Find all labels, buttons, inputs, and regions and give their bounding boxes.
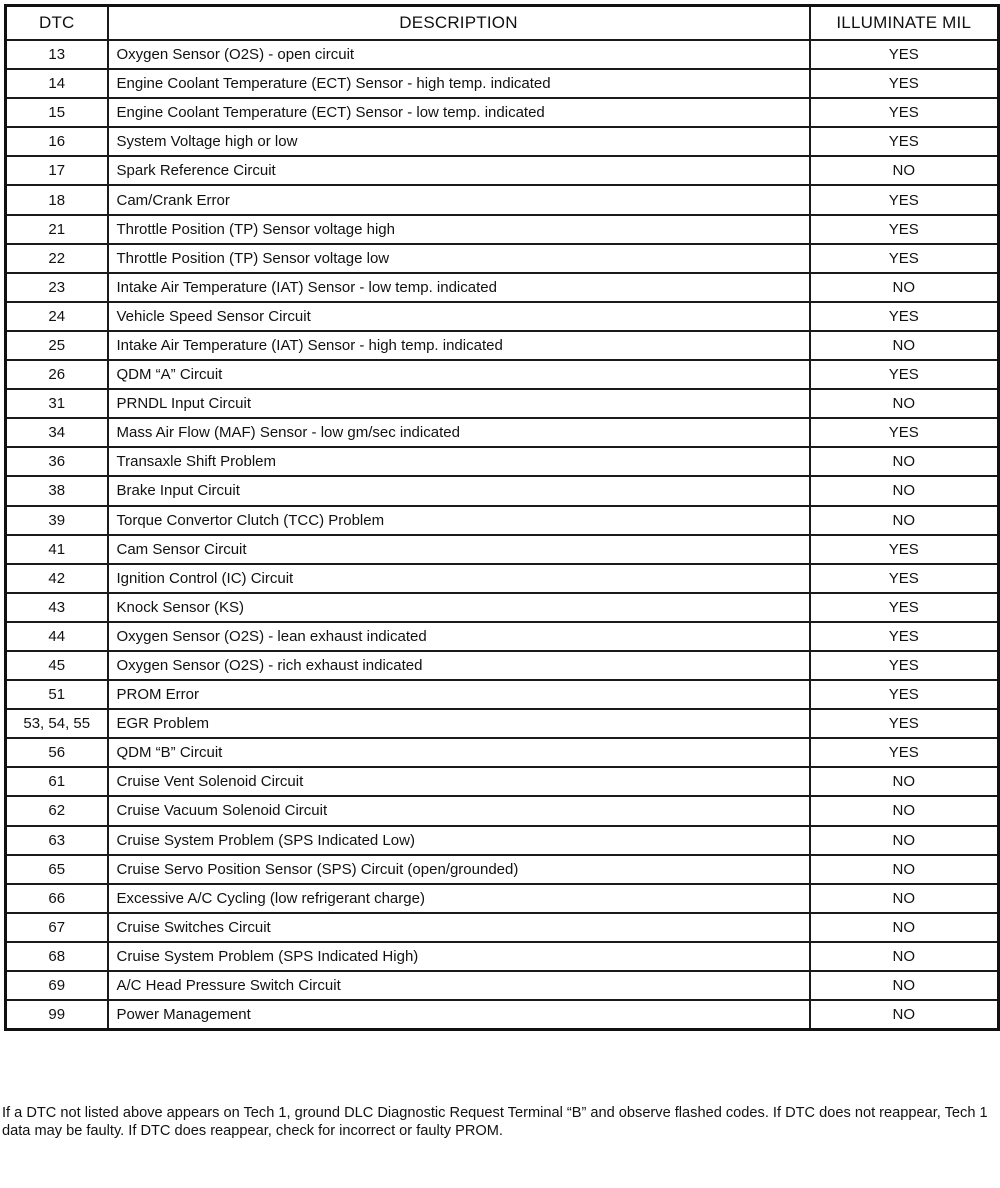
illuminate-mil-cell: NO (810, 826, 999, 855)
table-row (6, 826, 999, 855)
table-row (6, 506, 999, 535)
illuminate-mil-cell: YES (810, 302, 999, 331)
illuminate-mil-cell: NO (810, 796, 999, 825)
dtc-code-cell: 99 (6, 1000, 108, 1030)
dtc-code-cell: 68 (6, 942, 108, 971)
dtc-code-cell: 43 (6, 593, 108, 622)
header-description: DESCRIPTION (108, 6, 810, 41)
table-row (6, 593, 999, 622)
dtc-code-cell: 44 (6, 622, 108, 651)
table-row (6, 942, 999, 971)
table-row (6, 418, 999, 447)
illuminate-mil-cell: NO (810, 447, 999, 476)
dtc-code-cell: 56 (6, 738, 108, 767)
table-row (6, 215, 999, 244)
footer-note: If a DTC not listed above appears on Tech 1, ground DLC Diagnostic Request Terminal “B” and observe flashed codes. If DTC does not reappear, Tech 1 data may be faulty. If DTC does reappear, check for incorrect or faulty PROM. (2, 1105, 988, 1139)
description-cell: Cruise Switches Circuit (108, 913, 810, 942)
description-cell: PRNDL Input Circuit (108, 389, 810, 418)
dtc-code-cell: 65 (6, 855, 108, 884)
table-body (6, 40, 999, 1030)
description-cell: Oxygen Sensor (O2S) - open circuit (108, 40, 810, 69)
table-row (6, 680, 999, 709)
table-row (6, 738, 999, 767)
description-cell: Intake Air Temperature (IAT) Sensor - high temp. indicated (108, 331, 810, 360)
dtc-table (4, 4, 1000, 1031)
description-cell: Mass Air Flow (MAF) Sensor - low gm/sec indicated (108, 418, 810, 447)
table-row (6, 913, 999, 942)
description-cell: Throttle Position (TP) Sensor voltage high (108, 215, 810, 244)
illuminate-mil-cell: YES (810, 535, 999, 564)
description-cell: Vehicle Speed Sensor Circuit (108, 302, 810, 331)
illuminate-mil-cell: YES (810, 709, 999, 738)
table-row (6, 709, 999, 738)
illuminate-mil-cell: YES (810, 680, 999, 709)
illuminate-mil-cell: YES (810, 127, 999, 156)
illuminate-mil-cell: YES (810, 651, 999, 680)
table-row (6, 476, 999, 505)
description-cell: Engine Coolant Temperature (ECT) Sensor - low temp. indicated (108, 98, 810, 127)
dtc-code-cell: 66 (6, 884, 108, 913)
description-cell: Brake Input Circuit (108, 476, 810, 505)
illuminate-mil-cell: YES (810, 244, 999, 273)
table-row (6, 651, 999, 680)
illuminate-mil-cell: NO (810, 855, 999, 884)
description-cell: Oxygen Sensor (O2S) - lean exhaust indicated (108, 622, 810, 651)
description-cell: PROM Error (108, 680, 810, 709)
dtc-code-cell: 39 (6, 506, 108, 535)
illuminate-mil-cell: YES (810, 360, 999, 389)
table-row (6, 127, 999, 156)
illuminate-mil-cell: YES (810, 69, 999, 98)
table-row (6, 98, 999, 127)
dtc-code-cell: 45 (6, 651, 108, 680)
dtc-code-cell: 51 (6, 680, 108, 709)
description-cell: Excessive A/C Cycling (low refrigerant charge) (108, 884, 810, 913)
table-row (6, 40, 999, 69)
dtc-code-cell: 18 (6, 185, 108, 214)
dtc-code-cell: 36 (6, 447, 108, 476)
dtc-code-cell: 53, 54, 55 (6, 709, 108, 738)
header-dtc: DTC (6, 6, 108, 41)
table-row (6, 767, 999, 796)
dtc-code-cell: 25 (6, 331, 108, 360)
description-cell: Power Management (108, 1000, 810, 1030)
header-illuminate-mil: ILLUMINATE MIL (810, 6, 999, 41)
illuminate-mil-cell: NO (810, 273, 999, 302)
dtc-code-cell: 67 (6, 913, 108, 942)
description-cell: Intake Air Temperature (IAT) Sensor - low temp. indicated (108, 273, 810, 302)
illuminate-mil-cell: NO (810, 156, 999, 185)
description-cell: System Voltage high or low (108, 127, 810, 156)
description-cell: A/C Head Pressure Switch Circuit (108, 971, 810, 1000)
table-row (6, 185, 999, 214)
description-cell: Cam Sensor Circuit (108, 535, 810, 564)
description-cell: Cruise Vacuum Solenoid Circuit (108, 796, 810, 825)
dtc-code-cell: 41 (6, 535, 108, 564)
table-row (6, 796, 999, 825)
illuminate-mil-cell: YES (810, 593, 999, 622)
table-row (6, 447, 999, 476)
dtc-code-cell: 13 (6, 40, 108, 69)
illuminate-mil-cell: NO (810, 1000, 999, 1030)
illuminate-mil-cell: YES (810, 622, 999, 651)
illuminate-mil-cell: NO (810, 389, 999, 418)
illuminate-mil-cell: NO (810, 767, 999, 796)
description-cell: Cruise System Problem (SPS Indicated High) (108, 942, 810, 971)
description-cell: Oxygen Sensor (O2S) - rich exhaust indicated (108, 651, 810, 680)
description-cell: Torque Convertor Clutch (TCC) Problem (108, 506, 810, 535)
description-cell: EGR Problem (108, 709, 810, 738)
description-cell: Cruise Vent Solenoid Circuit (108, 767, 810, 796)
illuminate-mil-cell: NO (810, 913, 999, 942)
dtc-code-cell: 15 (6, 98, 108, 127)
table-header-row (6, 6, 999, 41)
illuminate-mil-cell: NO (810, 331, 999, 360)
illuminate-mil-cell: YES (810, 418, 999, 447)
illuminate-mil-cell: YES (810, 215, 999, 244)
description-cell: Ignition Control (IC) Circuit (108, 564, 810, 593)
description-cell: Engine Coolant Temperature (ECT) Sensor - high temp. indicated (108, 69, 810, 98)
table-row (6, 884, 999, 913)
table-row (6, 535, 999, 564)
table-row (6, 69, 999, 98)
table-row (6, 360, 999, 389)
dtc-code-cell: 23 (6, 273, 108, 302)
illuminate-mil-cell: YES (810, 185, 999, 214)
dtc-code-cell: 34 (6, 418, 108, 447)
description-cell: Transaxle Shift Problem (108, 447, 810, 476)
dtc-code-cell: 62 (6, 796, 108, 825)
illuminate-mil-cell: NO (810, 884, 999, 913)
table-row (6, 971, 999, 1000)
description-cell: Cruise Servo Position Sensor (SPS) Circuit (open/grounded) (108, 855, 810, 884)
table-row (6, 331, 999, 360)
dtc-code-cell: 17 (6, 156, 108, 185)
illuminate-mil-cell: YES (810, 98, 999, 127)
description-cell: Cam/Crank Error (108, 185, 810, 214)
table-row (6, 156, 999, 185)
dtc-code-cell: 14 (6, 69, 108, 98)
table-row (6, 273, 999, 302)
dtc-code-cell: 26 (6, 360, 108, 389)
illuminate-mil-cell: YES (810, 564, 999, 593)
description-cell: QDM “A” Circuit (108, 360, 810, 389)
illuminate-mil-cell: NO (810, 476, 999, 505)
illuminate-mil-cell: NO (810, 506, 999, 535)
illuminate-mil-cell: YES (810, 40, 999, 69)
dtc-code-cell: 63 (6, 826, 108, 855)
description-cell: Knock Sensor (KS) (108, 593, 810, 622)
description-cell: Spark Reference Circuit (108, 156, 810, 185)
dtc-code-cell: 22 (6, 244, 108, 273)
dtc-code-cell: 31 (6, 389, 108, 418)
table-row (6, 622, 999, 651)
description-cell: Throttle Position (TP) Sensor voltage low (108, 244, 810, 273)
table-row (6, 244, 999, 273)
illuminate-mil-cell: NO (810, 971, 999, 1000)
table-row (6, 389, 999, 418)
table-row (6, 1000, 999, 1030)
dtc-code-cell: 38 (6, 476, 108, 505)
dtc-code-cell: 21 (6, 215, 108, 244)
dtc-code-cell: 16 (6, 127, 108, 156)
description-cell: QDM “B” Circuit (108, 738, 810, 767)
dtc-code-cell: 69 (6, 971, 108, 1000)
dtc-code-cell: 42 (6, 564, 108, 593)
illuminate-mil-cell: YES (810, 738, 999, 767)
illuminate-mil-cell: NO (810, 942, 999, 971)
table-row (6, 564, 999, 593)
dtc-code-cell: 61 (6, 767, 108, 796)
table-row (6, 855, 999, 884)
table-row (6, 302, 999, 331)
dtc-code-cell: 24 (6, 302, 108, 331)
description-cell: Cruise System Problem (SPS Indicated Low) (108, 826, 810, 855)
